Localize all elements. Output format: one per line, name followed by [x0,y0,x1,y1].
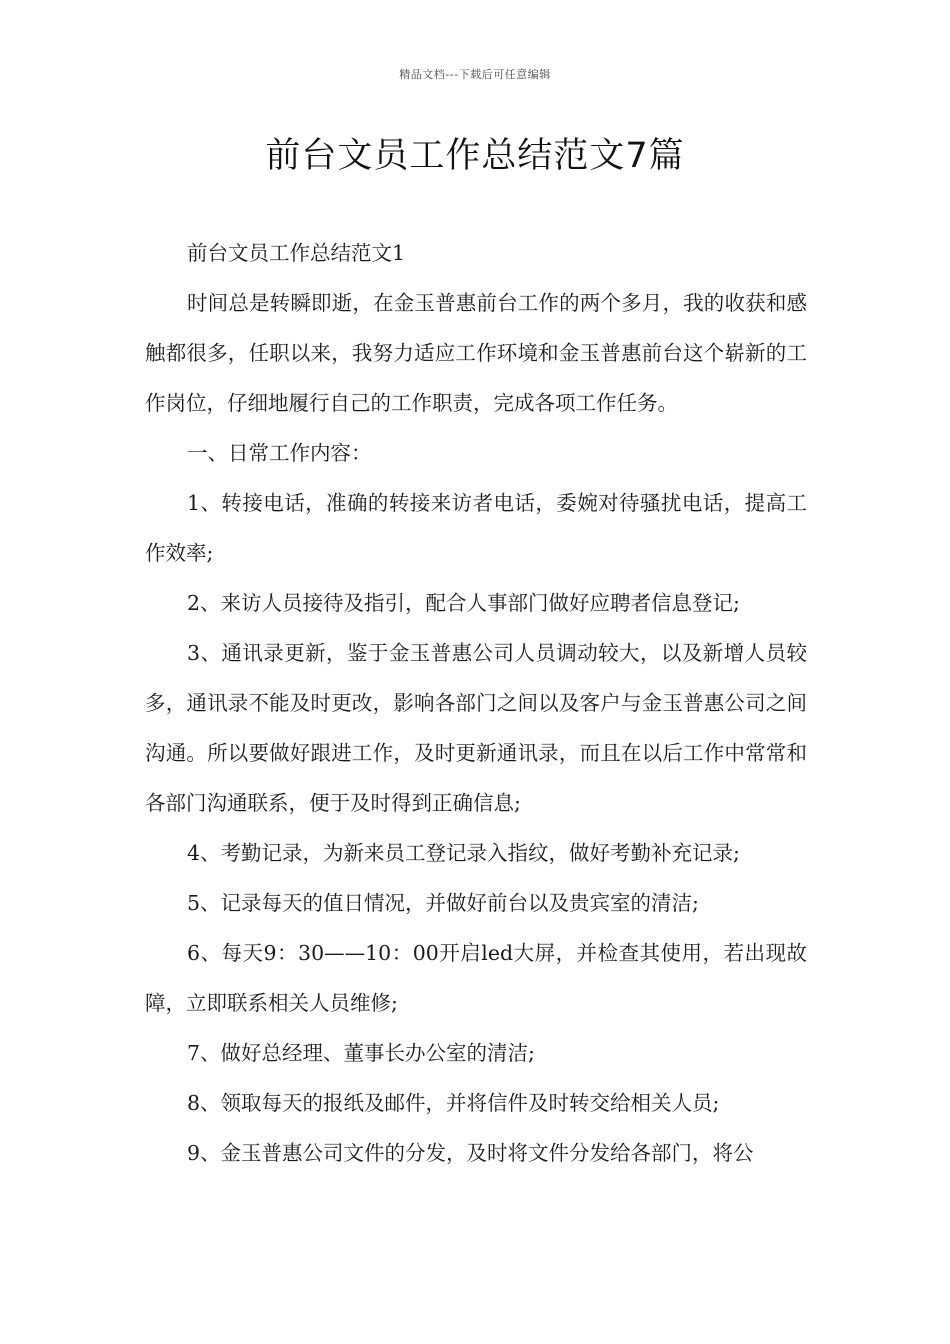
section-heading: 前台文员工作总结范文1 [187,241,406,265]
list-item: 6、每天9：30——10：00开启led大屏，并检查其使用，若出现故障，立即联系相关人员维修; [145,941,807,1015]
list-item: 9、金玉普惠公司文件的分发，及时将文件分发给各部门，将公 [187,1141,754,1165]
list-heading: 一、日常工作内容： [187,441,372,465]
intro-paragraph: 时间总是转瞬即逝，在金玉普惠前台工作的两个多月，我的收获和感触都很多，任职以来，我努力适应工作环境和金玉普惠前台这个崭新的工作岗位，仔细地履行自己的工作职责，完成各项工作任务。 [145,291,807,415]
list-item: 4、考勤记录，为新来员工登记录入指纹，做好考勤补充记录; [187,841,740,865]
header-note: 精品文档---下载后可任意编辑 [399,68,551,81]
list-item: 8、领取每天的报纸及邮件，并将信件及时转交给相关人员; [187,1091,720,1115]
list-item: 2、来访人员接待及指引，配合人事部门做好应聘者信息登记; [187,591,740,615]
list-item: 3、通讯录更新，鉴于金玉普惠公司人员调动较大，以及新增人员较多，通讯录不能及时更改，影响各部门之间以及客户与金玉普惠公司之间沟通。所以要做好跟进工作，及时更新通讯录，而且在以后工作中常常和各部门沟通联系，便于及时得到正确信息; [145,641,807,815]
document-body [145,228,807,1178]
list-item: 7、做好总经理、董事长办公室的清洁; [187,1041,535,1065]
list-item: 1、转接电话，准确的转接来访者电话，委婉对待骚扰电话，提高工作效率; [145,491,807,565]
document-title: 前台文员工作总结范文7篇 [265,136,685,176]
list-item: 5、记录每天的值日情况，并做好前台以及贵宾室的清洁; [187,891,699,915]
